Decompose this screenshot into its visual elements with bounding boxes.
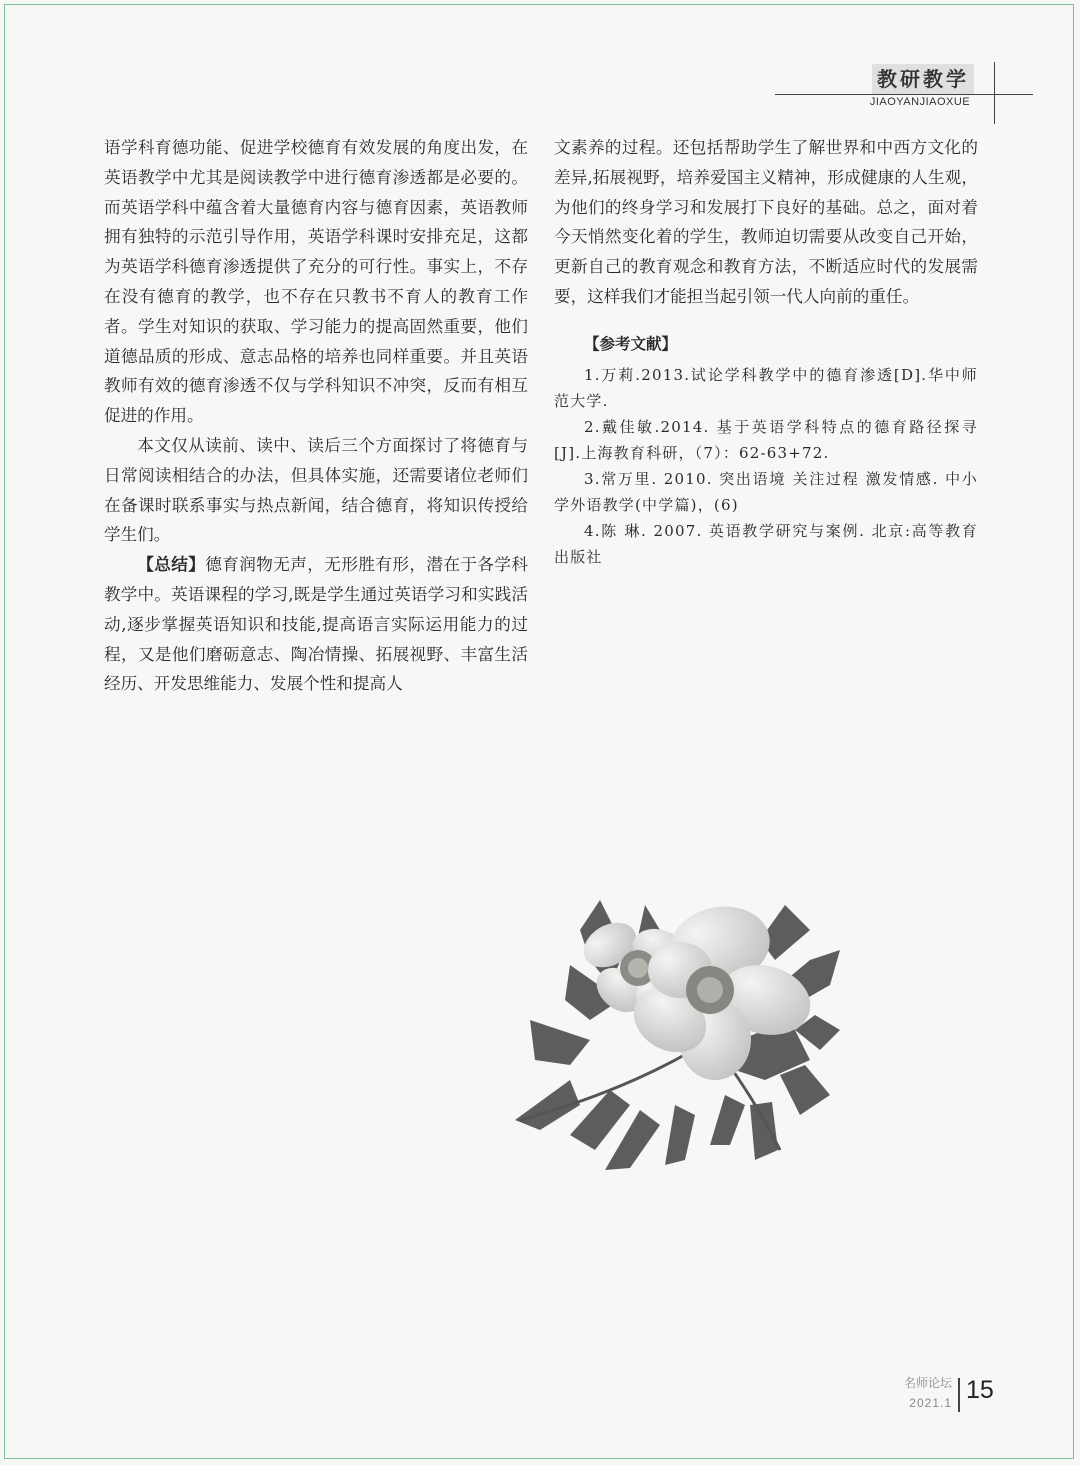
reference-item: 3.常万里. 2010. 突出语境 关注过程 激发情感. 中小学外语教学(中学篇)，(6) (554, 469, 978, 514)
section-title: 教研教学 (872, 64, 974, 94)
header-divider (994, 62, 995, 124)
summary-paragraph (104, 550, 528, 699)
footer-journal-name: 名师论坛 (903, 1376, 952, 1390)
reference-item: 1.万莉.2013.试论学科教学中的德育渗透[D].华中师范大学. (554, 365, 978, 410)
summary-label: 【总结】 (137, 555, 206, 575)
left-column (104, 133, 528, 699)
references-list (554, 362, 978, 570)
summary-text: 德育润物无声，无形胜有形，潜在于各学科教学中。英语课程的学习,既是学生通过英语学习和实践活动,逐步掌握英语知识和技能,提高语言实际运用能力的过程，又是他们磨砺意志、陶冶情操、拓展视野、丰富生活经历、开发思维能力、发展个性和提高人 (104, 555, 529, 694)
reference-item: 4.陈 琳. 2007. 英语教学研究与案例. 北京:高等教育出版社 (554, 521, 978, 566)
flower-illustration (510, 890, 850, 1175)
body-paragraph: 本文仅从读前、读中、读后三个方面探讨了将德育与日常阅读相结合的办法，但具体实施，还需要诸位老师们在备课时联系事实与热点新闻，结合德育，将知识传授给学生们。 (104, 435, 528, 545)
page-number: 15 (966, 1376, 994, 1404)
footer-issue: 2021.1 (909, 1396, 952, 1410)
footer-divider (958, 1378, 960, 1412)
body-paragraph: 文素养的过程。还包括帮助学生了解世界和中西方文化的差异,拓展视野，培养爱国主义精神，形成健康的人生观，为他们的终身学习和发展打下良好的基础。总之，面对着今天悄然变化着的学生，教师迫切需要从改变自己开始，更新自己的教育观念和教育方法，不断适应时代的发展需要，这样我们才能担当起引领一代人向前的重任。 (554, 138, 978, 306)
section-pinyin: JIAOYANJIAOXUE (869, 96, 971, 108)
right-column (554, 133, 978, 570)
body-paragraph: 语学科育德功能、促进学校德育有效发展的角度出发，在英语教学中尤其是阅读教学中进行德育渗透都是必要的。而英语学科中蕴含着大量德育内容与德育因素，英语教师拥有独特的示范引导作用，英语学科课时安排充足，这都为英语学科德育渗透提供了充分的可行性。事实上，不存在没有德育的教学，也不存在只教书不育人的教育工作者。学生对知识的获取、学习能力的提高固然重要，他们道德品质的形成、意志品格的培养也同样重要。并且英语教师有效的德育渗透不仅与学科知识不冲突，反而有相互促进的作用。 (104, 138, 528, 426)
reference-item: 2.戴佳敏.2014. 基于英语学科特点的德育路径探寻[J].上海教育科研，（7）：62-63+72. (554, 417, 978, 462)
references-heading: 【参考文献】 (584, 334, 678, 353)
